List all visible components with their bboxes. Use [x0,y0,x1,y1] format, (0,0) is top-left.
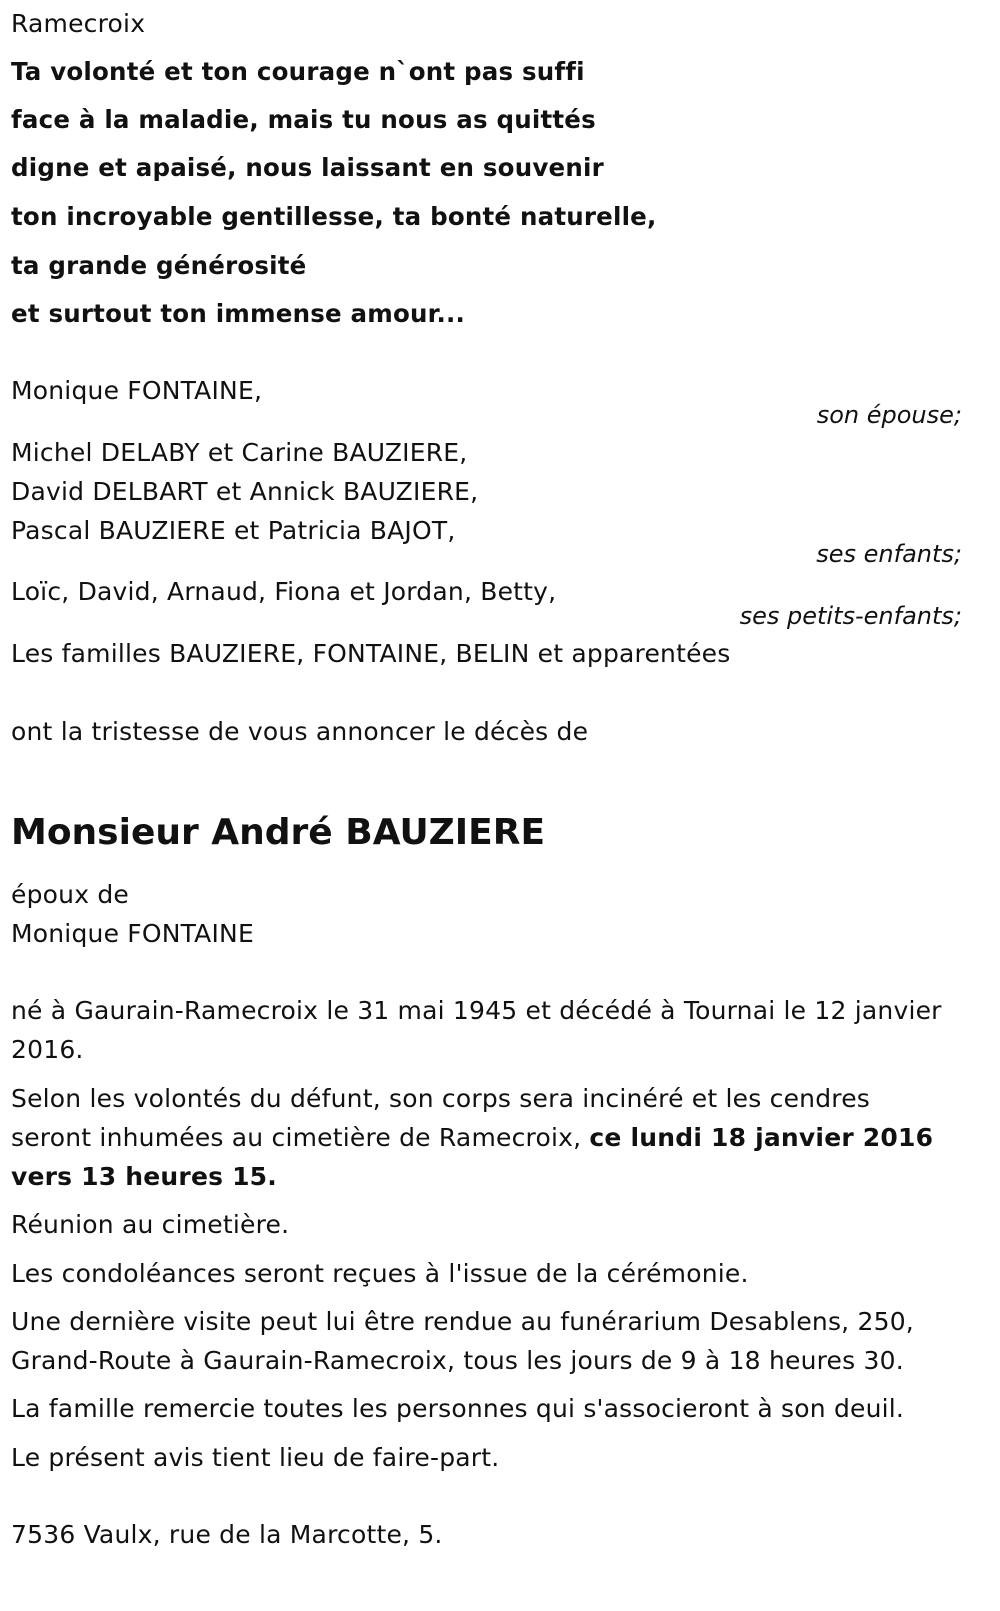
ceremony-time: vers 13 heures 15. [11,1162,277,1191]
condolences-info: Les condoléances seront reçues à l'issue de la cérémonie. [11,1259,749,1288]
child-line: Pascal BAUZIERE et Patricia BAJOT, [11,516,456,545]
spouse-label: époux de [11,880,129,909]
poem-line: digne et apaisé, nous laissant en souvenir [11,153,604,182]
child-line: Michel DELABY et Carine BAUZIERE, [11,438,468,467]
visit-line: Grand-Route à Gaurain-Ramecroix, tous les jours de 9 à 18 heures 30. [11,1346,904,1375]
deceased-name: Monsieur André BAUZIERE [11,812,546,853]
poem-line: Ta volonté et ton courage n`ont pas suffi [11,57,585,86]
children-role: ses enfants; [816,540,962,568]
meeting-info: Réunion au cimetière. [11,1210,290,1239]
birth-death-line: né à Gaurain-Ramecroix le 31 mai 1945 et décédé à Tournai le 12 janvier [11,996,942,1025]
thanks-text: La famille remercie toutes les personnes qui s'associeront à son deuil. [11,1394,905,1423]
notice-text: Le présent avis tient lieu de faire-part. [11,1443,500,1472]
cremation-line: Selon les volontés du défunt, son corps sera incinéré et les cendres [11,1084,870,1113]
address: 7536 Vaulx, rue de la Marcotte, 5. [11,1520,443,1549]
poem-line: et surtout ton immense amour... [11,299,465,328]
location-header: Ramecroix [11,9,146,38]
grandchildren: Loïc, David, Arnaud, Fiona et Jordan, Betty, [11,577,557,606]
grandchildren-role: ses petits-enfants; [739,602,962,630]
extended-families: Les familles BAUZIERE, FONTAINE, BELIN et apparentées [11,639,731,668]
cremation-text: seront inhumées au cimetière de Ramecroix, [11,1123,590,1152]
ceremony-date: ce lundi 18 janvier 2016 [589,1123,934,1152]
cremation-line [11,1120,933,1156]
birth-death-line: 2016. [11,1035,84,1064]
announcement-text: ont la tristesse de vous annoncer le décès de [11,717,589,746]
poem-line: ta grande générosité [11,251,307,280]
deceased-spouse-name: Monique FONTAINE [11,919,254,948]
child-line: David DELBART et Annick BAUZIERE, [11,477,479,506]
visit-line: Une dernière visite peut lui être rendue au funérarium Desablens, 250, [11,1307,914,1336]
poem-line: ton incroyable gentillesse, ta bonté naturelle, [11,202,657,231]
spouse-name: Monique FONTAINE, [11,376,263,405]
spouse-role: son épouse; [816,401,962,429]
poem-line: face à la maladie, mais tu nous as quittés [11,105,596,134]
